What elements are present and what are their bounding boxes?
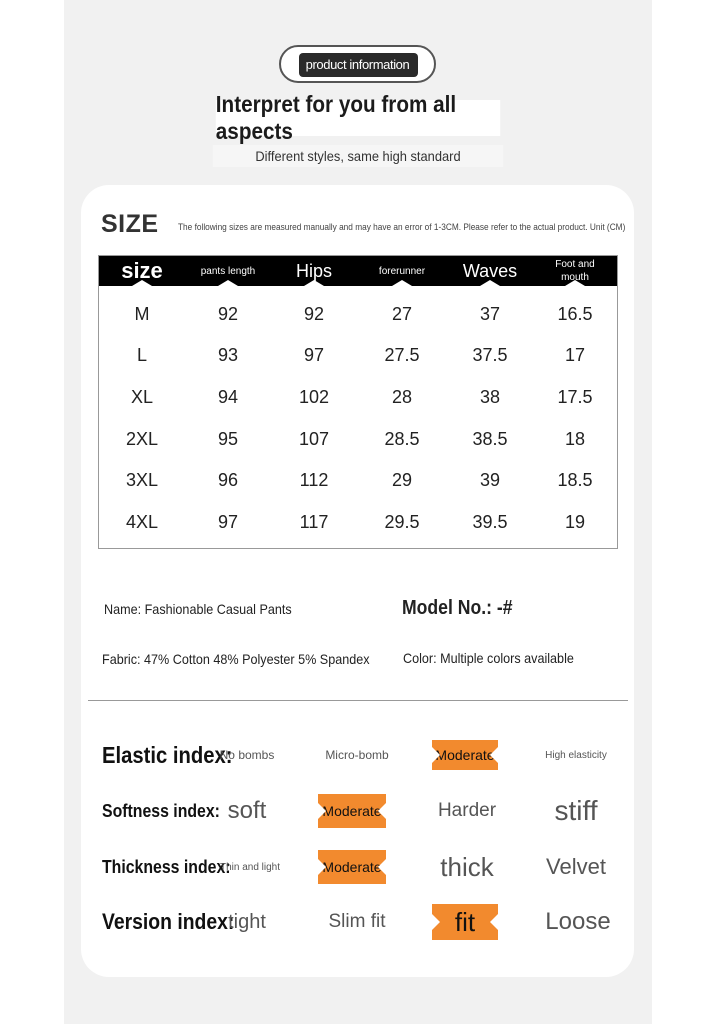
table-cell: 17	[564, 345, 586, 366]
product-name: Name: Fashionable Casual Pants	[104, 601, 292, 617]
index-option-selected: Moderate	[318, 794, 386, 828]
table-cell: 97	[217, 512, 239, 532]
index-label: Elastic index:	[102, 742, 233, 768]
table-cell: 38.5	[472, 428, 508, 449]
table-cell: 28.5	[384, 428, 420, 449]
table-cell: L	[136, 345, 147, 366]
header-forerunner: forerunner	[357, 256, 447, 286]
product-color: Color: Multiple colors available	[403, 650, 574, 666]
header-foot-mouth: Foot and mouth	[533, 256, 617, 286]
table-cell: 94	[217, 386, 239, 407]
index-option: stiff	[554, 795, 598, 826]
table-cell: 4XL	[125, 512, 159, 532]
table-cell: 97	[303, 345, 325, 366]
table-cell: 107	[298, 428, 330, 449]
table-cell: 27	[391, 303, 413, 324]
page-subtitle: Different styles, same high standard	[213, 145, 504, 167]
section-divider	[88, 700, 628, 701]
table-cell: 18.5	[557, 470, 593, 491]
index-option: Micro-bomb	[325, 748, 389, 762]
table-cell: 19	[564, 512, 586, 532]
table-cell: M	[134, 303, 150, 324]
page-title: Interpret for you from all aspects	[216, 100, 500, 136]
model-number: Model No.: -#	[402, 597, 513, 619]
table-cell: 39.5	[472, 512, 508, 532]
index-option: Velvet	[546, 854, 606, 879]
index-option: Thin and light	[219, 861, 281, 873]
header-waves: Waves	[447, 256, 533, 286]
index-option: No bombs	[219, 748, 275, 762]
index-label: Version index:	[102, 909, 235, 934]
size-note: The following sizes are measured manually and may have an error of 1-3CM. Please refer to the actual product. Unit (CM)	[178, 222, 626, 232]
table-cell: 92	[303, 303, 325, 324]
header-pants-length: pants length	[185, 256, 271, 286]
table-cell: 3XL	[125, 470, 159, 491]
table-cell: 16.5	[557, 303, 593, 324]
table-cell: 2XL	[125, 428, 159, 449]
index-option-selected: fit	[432, 904, 498, 940]
table-cell: 93	[217, 345, 239, 366]
table-cell: 39	[479, 470, 501, 491]
table-cell: 102	[298, 386, 330, 407]
index-option-selected: Moderate	[432, 740, 498, 770]
header-hips: Hips	[271, 256, 357, 286]
index-option: Loose	[545, 908, 611, 935]
index-option: Harder	[437, 800, 497, 821]
table-row	[99, 376, 617, 418]
size-title: SIZE	[101, 210, 159, 238]
table-cell: 38	[479, 386, 501, 407]
index-label: Thickness index:	[102, 857, 231, 877]
product-info-badge	[279, 45, 436, 83]
product-fabric: Fabric: 47% Cotton 48% Polyester 5% Spandex	[102, 651, 370, 667]
table-row	[99, 293, 617, 335]
table-cell: 92	[217, 303, 239, 324]
index-option: tight	[228, 910, 266, 933]
index-option: Slim fit	[328, 911, 386, 932]
badge-label: product information	[305, 56, 410, 72]
table-cell: 117	[299, 512, 329, 532]
index-label: Softness index:	[102, 801, 220, 821]
table-cell: 18	[564, 428, 586, 449]
size-table	[98, 255, 618, 549]
table-cell: 28	[391, 386, 413, 407]
header-size: size	[99, 256, 185, 286]
table-row	[99, 502, 617, 544]
table-cell: 112	[299, 470, 329, 491]
table-row	[99, 335, 617, 377]
index-option-selected: Moderate	[318, 850, 386, 884]
index-option: thick	[440, 851, 494, 882]
table-cell: 27.5	[384, 345, 420, 366]
table-cell: 29	[391, 470, 413, 491]
size-table-header	[99, 256, 617, 286]
table-row	[99, 460, 617, 502]
table-row	[99, 418, 617, 460]
index-option: High elasticity	[545, 749, 607, 761]
table-cell: 37	[479, 303, 501, 324]
table-cell: 29.5	[384, 512, 420, 532]
table-cell: 95	[217, 428, 239, 449]
table-cell: 37.5	[472, 345, 508, 366]
index-option: soft	[227, 797, 267, 824]
table-cell: XL	[130, 386, 154, 407]
table-cell: 17.5	[557, 386, 593, 407]
table-cell: 96	[217, 470, 239, 491]
